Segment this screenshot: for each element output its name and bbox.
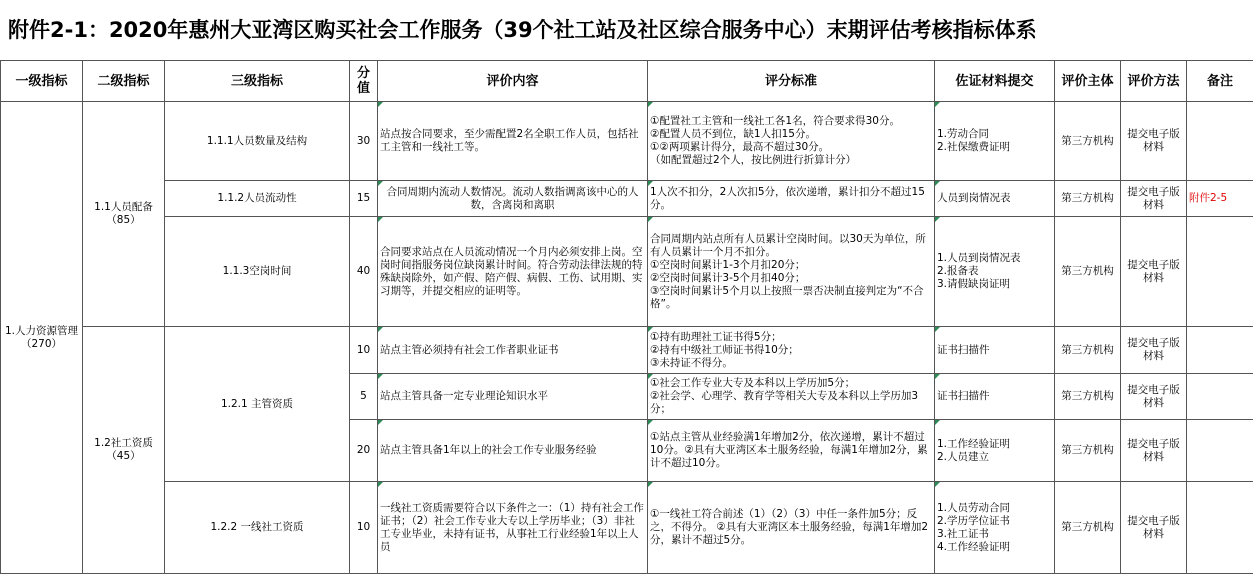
header-subject: 评价主体 xyxy=(1055,61,1121,102)
evidence-cell: 1.人员劳动合同 2.学历学位证书 3.社工证书 4.工作经验证明 xyxy=(935,482,1055,574)
table-row xyxy=(1,217,1253,327)
standard-cell: ①配置社工主管和一线社工各1名，符合要求得30分。 ②配置人员不到位，缺1人扣15分。 ①②两项累计得分，最高不超过30分。 （如配置超过2个人，按比例进行折算计分） xyxy=(648,102,935,181)
evidence-cell: 证书扫描件 xyxy=(935,374,1055,420)
evidence-cell: 1.人员到岗情况表 2.报备表 3.请假缺岗证明 xyxy=(935,217,1055,327)
evidence-cell: 1.劳动合同 2.社保缴费证明 xyxy=(935,102,1055,181)
note-cell xyxy=(1187,102,1253,181)
subject-cell: 第三方机构 xyxy=(1055,374,1121,420)
level1-cell: 1.人力资源管理 （270） xyxy=(1,102,83,574)
level3-cell: 1.1.2人员流动性 xyxy=(165,181,350,217)
subject-cell: 第三方机构 xyxy=(1055,181,1121,217)
method-cell: 提交电子版材料 xyxy=(1121,327,1187,374)
score-cell: 5 xyxy=(350,374,378,420)
method-cell: 提交电子版材料 xyxy=(1121,102,1187,181)
page-title: 附件2-1：2020年惠州大亚湾区购买社会工作服务（39个社工站及社区综合服务中心）末期评估考核指标体系 xyxy=(8,18,1037,42)
level3-cell: 1.2.2 一线社工资质 xyxy=(165,482,350,574)
note-cell xyxy=(1187,374,1253,420)
standard-cell: ①一线社工符合前述（1）（2）（3）中任一条件加5分；反之，不得分。 ②具有大亚湾区本土服务经验，每满1年增加2分，累计不超过5分。 xyxy=(648,482,935,574)
level3-cell: 1.1.1人员数量及结构 xyxy=(165,102,350,181)
header-standard: 评分标准 xyxy=(648,61,935,102)
content-cell: 站点主管具备1年以上的社会工作专业服务经验 xyxy=(378,420,648,482)
header-level2: 二级指标 xyxy=(83,61,165,102)
subject-cell: 第三方机构 xyxy=(1055,217,1121,327)
note-cell xyxy=(1187,327,1253,374)
level3-cell: 1.2.1 主管资质 xyxy=(165,327,350,482)
content-cell: 站点主管必须持有社会工作者职业证书 xyxy=(378,327,648,374)
subject-cell: 第三方机构 xyxy=(1055,327,1121,374)
score-cell: 15 xyxy=(350,181,378,217)
level2-cell: 1.2社工资质 （45） xyxy=(83,327,165,574)
standard-cell: ①社会工作专业大专及本科以上学历加5分； ②社会学、心理学、教育学等相关大专及本科以上学历加3分； xyxy=(648,374,935,420)
method-cell: 提交电子版材料 xyxy=(1121,420,1187,482)
content-cell: 一线社工资质需要符合以下条件之一：（1）持有社会工作证书；（2）社会工作专业大专以上学历毕业；（3）非社工专业毕业，未持有证书，从事社工行业经验1年以上人员 xyxy=(378,482,648,574)
header-level3: 三级指标 xyxy=(165,61,350,102)
header-score: 分值 xyxy=(350,61,378,102)
standard-cell: ①持有助理社工证书得5分； ②持有中级社工师证书得10分； ③未持证不得分。 xyxy=(648,327,935,374)
indicator-table xyxy=(0,60,1253,574)
level3-cell: 1.1.3空岗时间 xyxy=(165,217,350,327)
score-cell: 20 xyxy=(350,420,378,482)
content-cell: 合同周期内流动人数情况。流动人数指调离该中心的人数，含离岗和离职 xyxy=(378,181,648,217)
score-cell: 30 xyxy=(350,102,378,181)
evidence-cell: 证书扫描件 xyxy=(935,327,1055,374)
method-cell: 提交电子版材料 xyxy=(1121,181,1187,217)
header-note: 备注 xyxy=(1187,61,1253,102)
header-method: 评价方法 xyxy=(1121,61,1187,102)
table-row xyxy=(1,482,1253,574)
content-cell: 站点主管具备一定专业理论知识水平 xyxy=(378,374,648,420)
header-content: 评价内容 xyxy=(378,61,648,102)
subject-cell: 第三方机构 xyxy=(1055,102,1121,181)
standard-cell: ①站点主管从业经验满1年增加2分，依次递增，累计不超过10分。②具有大亚湾区本土服务经验，每满1年增加2分，累计不超过10分。 xyxy=(648,420,935,482)
subject-cell: 第三方机构 xyxy=(1055,420,1121,482)
header-row xyxy=(1,61,1253,102)
table-row xyxy=(1,327,1253,374)
note-cell: 附件2-5 xyxy=(1187,181,1253,217)
score-cell: 10 xyxy=(350,327,378,374)
note-cell xyxy=(1187,420,1253,482)
content-cell: 合同要求站点在人员流动情况一个月内必须安排上岗。空岗时间指服务岗位缺岗累计时间。符合劳动法律法规的特殊缺岗除外，如产假、陪产假、病假、工伤、试用期、实习期等，并提交相应的证明等。 xyxy=(378,217,648,327)
method-cell: 提交电子版材料 xyxy=(1121,482,1187,574)
score-cell: 40 xyxy=(350,217,378,327)
standard-cell: 合同周期内站点所有人员累计空岗时间。以30天为单位，所有人员累计一个月不扣分。 ①空岗时间累计1-3个月扣20分； ②空岗时间累计3-5个月扣40分； ③空岗时间累计5个月以上按照一票否决制直接判定为“不合格”。 xyxy=(648,217,935,327)
note-cell xyxy=(1187,217,1253,327)
level2-cell: 1.1人员配备 （85） xyxy=(83,102,165,327)
evidence-cell: 1.工作经验证明 2.人员建立 xyxy=(935,420,1055,482)
subject-cell: 第三方机构 xyxy=(1055,482,1121,574)
table-row xyxy=(1,181,1253,217)
evidence-cell: 人员到岗情况表 xyxy=(935,181,1055,217)
header-level1: 一级指标 xyxy=(1,61,83,102)
standard-cell: 1人次不扣分，2人次扣5分，依次递增，累计扣分不超过15分。 xyxy=(648,181,935,217)
content-cell: 站点按合同要求，至少需配置2名全职工作人员，包括社工主管和一线社工等。 xyxy=(378,102,648,181)
score-cell: 10 xyxy=(350,482,378,574)
table-row xyxy=(1,102,1253,181)
note-cell xyxy=(1187,482,1253,574)
header-evidence: 佐证材料提交 xyxy=(935,61,1055,102)
method-cell: 提交电子版材料 xyxy=(1121,217,1187,327)
method-cell: 提交电子版材料 xyxy=(1121,374,1187,420)
